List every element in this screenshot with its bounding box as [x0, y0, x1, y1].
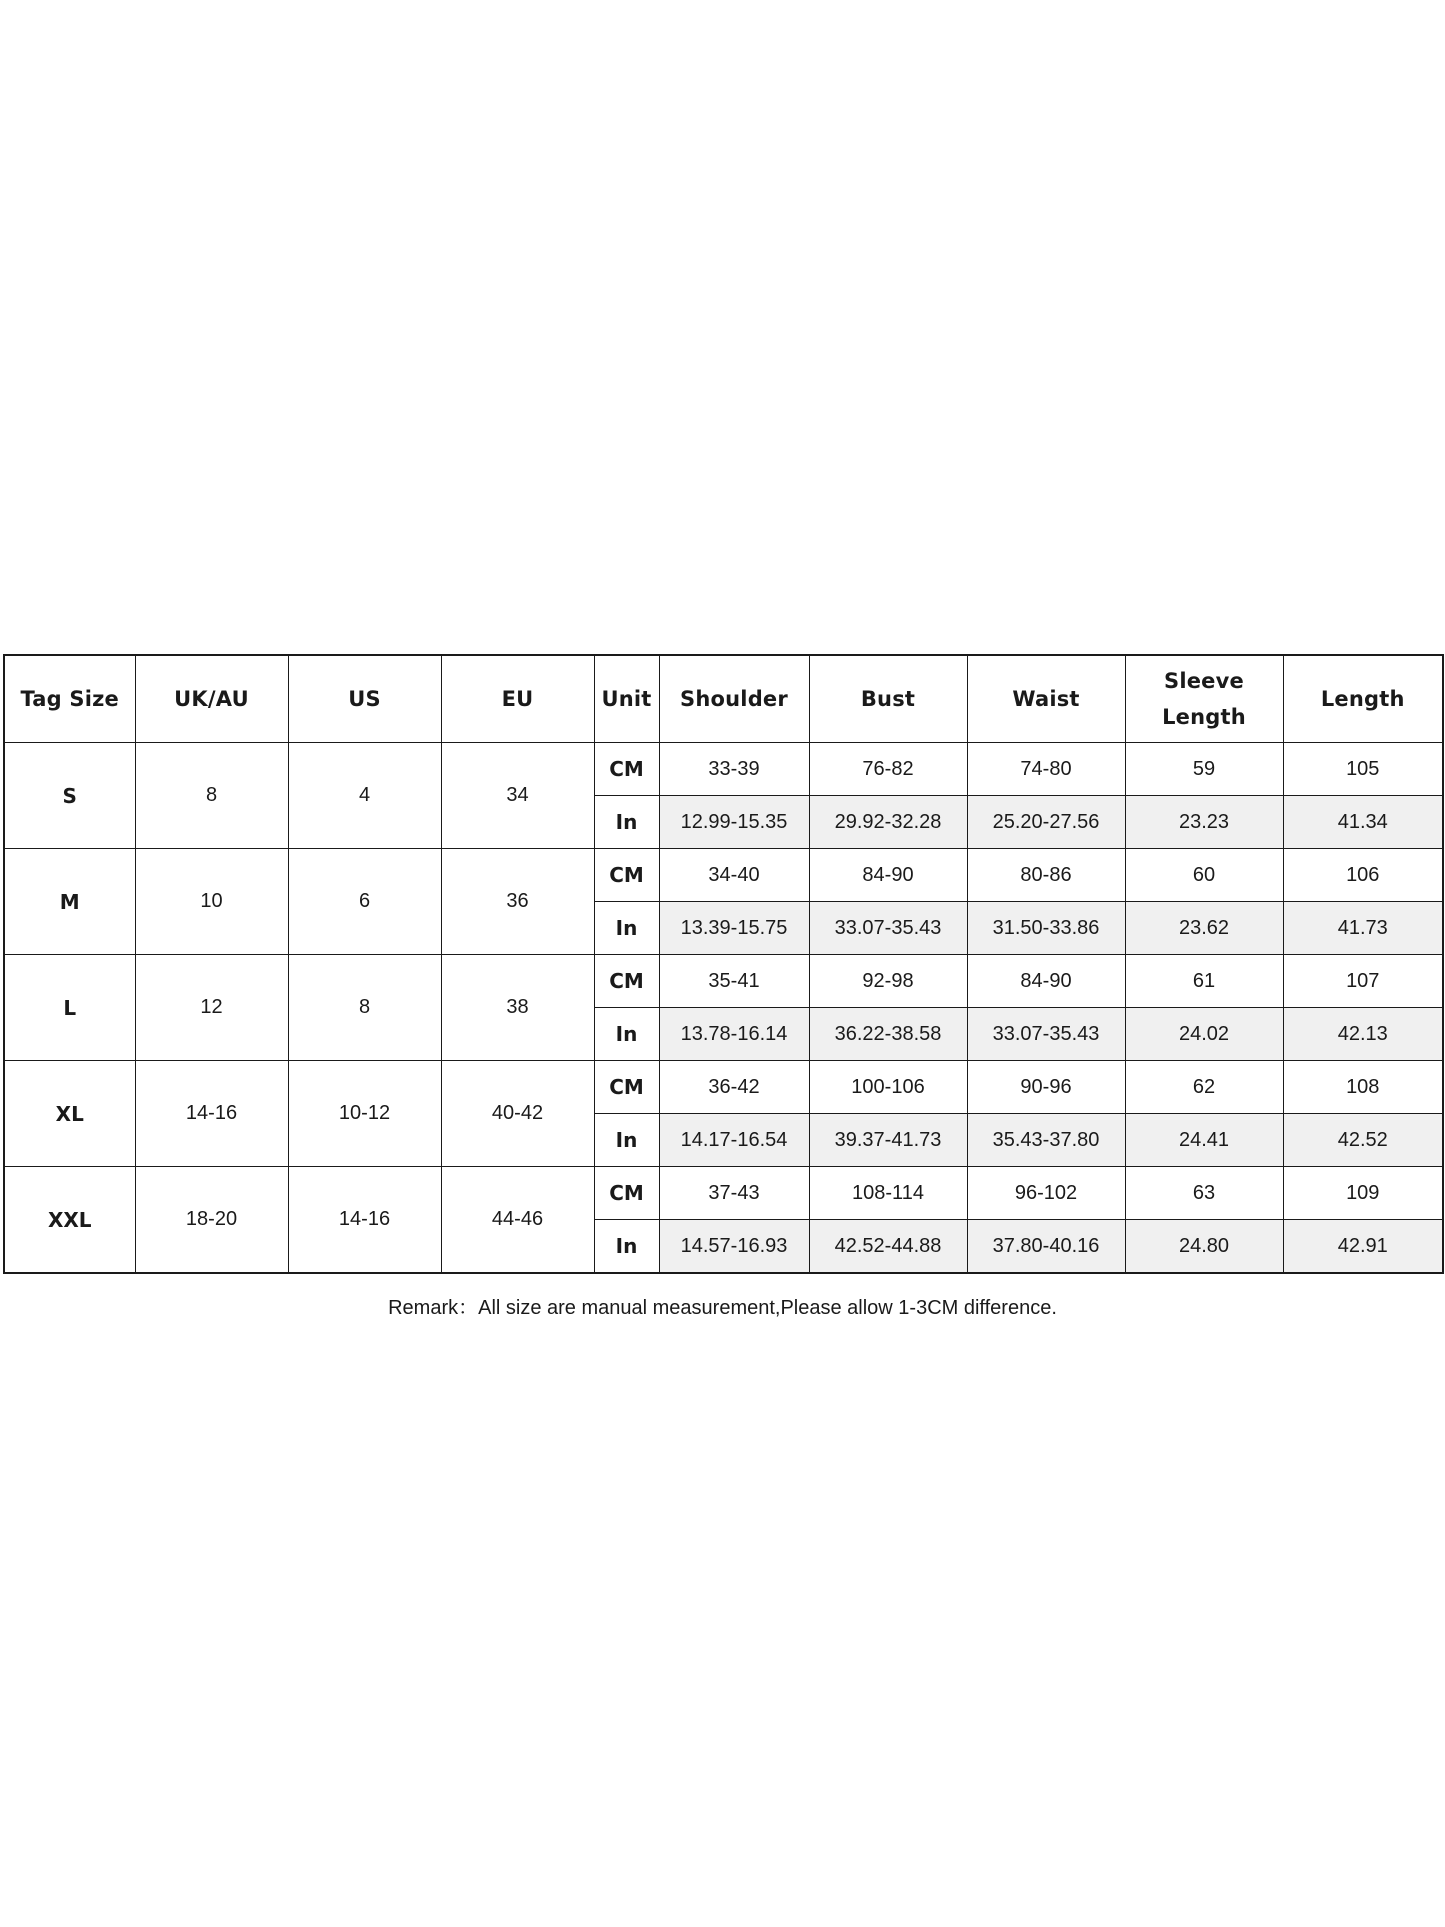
uk-au-cell: 10 [135, 849, 288, 955]
sleeve-cell: 62 [1125, 1061, 1283, 1114]
size-chart-table [3, 654, 1444, 1274]
tag-size-cell: XXL [4, 1167, 135, 1274]
bust-cell: 92-98 [809, 955, 967, 1008]
length-cell: 42.91 [1283, 1220, 1443, 1274]
uk-au-cell: 18-20 [135, 1167, 288, 1274]
eu-cell: 36 [441, 849, 594, 955]
eu-cell: 44-46 [441, 1167, 594, 1274]
table-row [4, 849, 1443, 902]
length-cell: 105 [1283, 743, 1443, 796]
remark-note: Remark：All size are manual measurement,Please allow 1-3CM difference. [388, 1297, 1057, 1319]
shoulder-cell: 14.17-16.54 [659, 1114, 809, 1167]
length-cell: 108 [1283, 1061, 1443, 1114]
sleeve-cell: 24.02 [1125, 1008, 1283, 1061]
tag-size-cell: XL [4, 1061, 135, 1167]
length-cell: 109 [1283, 1167, 1443, 1220]
us-cell: 6 [288, 849, 441, 955]
bust-cell: 100-106 [809, 1061, 967, 1114]
shoulder-cell: 12.99-15.35 [659, 796, 809, 849]
sleeve-cell: 63 [1125, 1167, 1283, 1220]
length-cell: 41.34 [1283, 796, 1443, 849]
waist-cell: 33.07-35.43 [967, 1008, 1125, 1061]
header-shoulder: Shoulder [659, 655, 809, 743]
bust-cell: 108-114 [809, 1167, 967, 1220]
uk-au-cell: 14-16 [135, 1061, 288, 1167]
shoulder-cell: 14.57-16.93 [659, 1220, 809, 1274]
sleeve-cell: 23.23 [1125, 796, 1283, 849]
bust-cell: 76-82 [809, 743, 967, 796]
unit-cell: CM [594, 1167, 659, 1220]
sleeve-cell: 59 [1125, 743, 1283, 796]
waist-cell: 74-80 [967, 743, 1125, 796]
header-unit: Unit [594, 655, 659, 743]
unit-cell: In [594, 796, 659, 849]
sleeve-cell: 24.41 [1125, 1114, 1283, 1167]
shoulder-cell: 13.39-15.75 [659, 902, 809, 955]
header-row [4, 655, 1443, 743]
us-cell: 4 [288, 743, 441, 849]
length-cell: 41.73 [1283, 902, 1443, 955]
unit-cell: In [594, 1220, 659, 1274]
us-cell: 10-12 [288, 1061, 441, 1167]
uk-au-cell: 8 [135, 743, 288, 849]
sleeve-cell: 24.80 [1125, 1220, 1283, 1274]
tag-size-cell: M [4, 849, 135, 955]
table-row [4, 743, 1443, 796]
unit-cell: In [594, 1008, 659, 1061]
length-cell: 106 [1283, 849, 1443, 902]
uk-au-cell: 12 [135, 955, 288, 1061]
sleeve-cell: 23.62 [1125, 902, 1283, 955]
unit-cell: In [594, 1114, 659, 1167]
tag-size-cell: L [4, 955, 135, 1061]
table-row [4, 1061, 1443, 1114]
bust-cell: 42.52-44.88 [809, 1220, 967, 1274]
size-chart-container [3, 654, 1442, 1274]
unit-cell: CM [594, 743, 659, 796]
unit-cell: CM [594, 955, 659, 1008]
waist-cell: 84-90 [967, 955, 1125, 1008]
waist-cell: 25.20-27.56 [967, 796, 1125, 849]
waist-cell: 37.80-40.16 [967, 1220, 1125, 1274]
sleeve-cell: 61 [1125, 955, 1283, 1008]
eu-cell: 40-42 [441, 1061, 594, 1167]
header-uk-au: UK/AU [135, 655, 288, 743]
bust-cell: 29.92-32.28 [809, 796, 967, 849]
waist-cell: 35.43-37.80 [967, 1114, 1125, 1167]
waist-cell: 96-102 [967, 1167, 1125, 1220]
us-cell: 14-16 [288, 1167, 441, 1274]
size-chart-body [4, 743, 1443, 1274]
length-cell: 42.52 [1283, 1114, 1443, 1167]
shoulder-cell: 33-39 [659, 743, 809, 796]
unit-cell: CM [594, 1061, 659, 1114]
header-bust: Bust [809, 655, 967, 743]
bust-cell: 39.37-41.73 [809, 1114, 967, 1167]
length-cell: 107 [1283, 955, 1443, 1008]
us-cell: 8 [288, 955, 441, 1061]
shoulder-cell: 13.78-16.14 [659, 1008, 809, 1061]
bust-cell: 84-90 [809, 849, 967, 902]
bust-cell: 36.22-38.58 [809, 1008, 967, 1061]
eu-cell: 38 [441, 955, 594, 1061]
waist-cell: 31.50-33.86 [967, 902, 1125, 955]
waist-cell: 80-86 [967, 849, 1125, 902]
header-tag-size: Tag Size [4, 655, 135, 743]
header-us: US [288, 655, 441, 743]
header-eu: EU [441, 655, 594, 743]
unit-cell: In [594, 902, 659, 955]
header-waist: Waist [967, 655, 1125, 743]
length-cell: 42.13 [1283, 1008, 1443, 1061]
bust-cell: 33.07-35.43 [809, 902, 967, 955]
waist-cell: 90-96 [967, 1061, 1125, 1114]
shoulder-cell: 34-40 [659, 849, 809, 902]
table-row [4, 1167, 1443, 1220]
eu-cell: 34 [441, 743, 594, 849]
sleeve-cell: 60 [1125, 849, 1283, 902]
tag-size-cell: S [4, 743, 135, 849]
table-row [4, 955, 1443, 1008]
unit-cell: CM [594, 849, 659, 902]
header-sleeve-length: Sleeve Length [1125, 655, 1283, 743]
shoulder-cell: 37-43 [659, 1167, 809, 1220]
shoulder-cell: 35-41 [659, 955, 809, 1008]
shoulder-cell: 36-42 [659, 1061, 809, 1114]
header-length: Length [1283, 655, 1443, 743]
